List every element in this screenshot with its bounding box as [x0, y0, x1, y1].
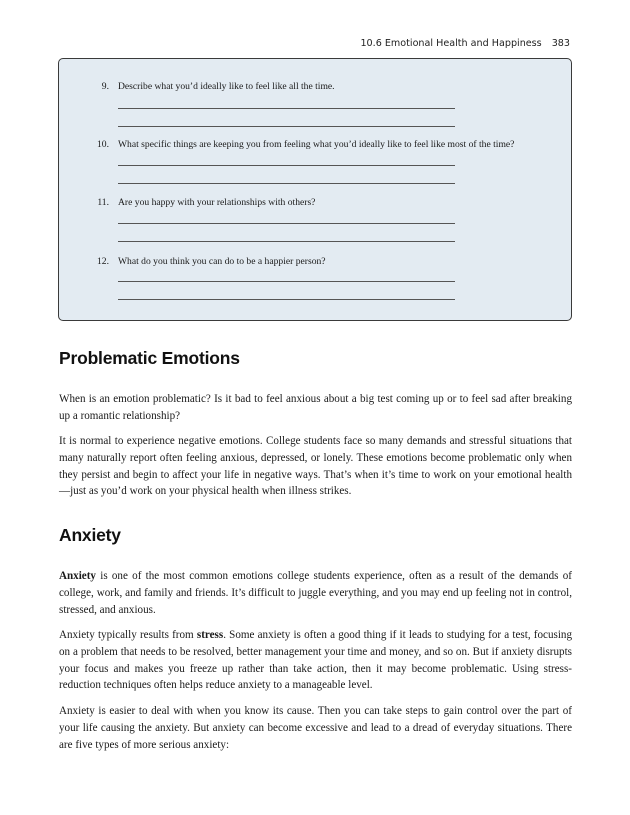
- answer-line[interactable]: [118, 183, 455, 184]
- question-text: What specific things are keeping you from feeling what you’d ideally like to feel like most of the time?: [118, 139, 515, 150]
- question-number: 11.: [97, 197, 109, 208]
- paragraph-text: is one of the most common emotions college students experience, often as a result of the demands of college, work, and family and friends. It’s difficult to juggle everything, and you may end up feeling not in control, stressed, and anxious.: [59, 570, 572, 616]
- paragraph: It is normal to experience negative emotions. College students face so many demands and stressful situations that many naturally report often feeling anxious, depressed, or lonely. These emotions become problematic only when they persist and begin to affect your life in negative ways. That’s when it’s time to work on your emotional health—just as you’d work on your physical health when illness strikes.: [59, 435, 572, 498]
- question-text: What do you think you can do to be a happier person?: [118, 256, 326, 267]
- answer-line[interactable]: [118, 108, 455, 109]
- term-anxiety: Anxiety: [59, 570, 96, 582]
- answer-line[interactable]: [118, 241, 455, 242]
- question-number: 10.: [97, 139, 109, 150]
- paragraph: [59, 568, 572, 618]
- paragraph: When is an emotion problematic? Is it bad to feel anxious about a big test coming up or to feel sad after breaking up a romantic relationship?: [59, 393, 572, 422]
- heading-anxiety: Anxiety: [59, 525, 121, 545]
- paragraph-text: . Some anxiety is often a good thing if it leads to studying for a test, focusing on a problem that needs to be resolved, better management your time and money, and so on. But if anxiety disrupts your focus and makes you freeze up rather than take action, then it may become problematic. Using stress-reduction techniques often helps reduce anxiety to a manageable level.: [59, 629, 572, 692]
- question-number: 12.: [97, 256, 109, 267]
- heading-problematic-emotions: Problematic Emotions: [59, 348, 240, 368]
- answer-line[interactable]: [118, 299, 455, 300]
- answer-line[interactable]: [118, 281, 455, 282]
- answer-line[interactable]: [118, 165, 455, 166]
- question-number: 9.: [101, 81, 109, 92]
- paragraph: [59, 627, 572, 694]
- page-number: 383: [551, 38, 570, 49]
- exercise-box: [58, 58, 572, 321]
- question-text: Are you happy with your relationships with others?: [118, 197, 316, 208]
- section-title: 10.6 Emotional Health and Happiness: [360, 38, 542, 49]
- running-head: [360, 38, 570, 49]
- term-stress: stress: [196, 629, 224, 641]
- paragraph-text: Anxiety typically results from: [59, 629, 197, 641]
- answer-line[interactable]: [118, 223, 455, 224]
- paragraph: Anxiety is easier to deal with when you know its cause. Then you can take steps to gain control over the part of your life causing the anxiety. But anxiety can become excessive and lead to a dread of everyday situations. There are five types of more serious anxiety:: [59, 705, 572, 751]
- question-text: Describe what you’d ideally like to feel like all the time.: [118, 81, 335, 92]
- answer-line[interactable]: [118, 126, 455, 127]
